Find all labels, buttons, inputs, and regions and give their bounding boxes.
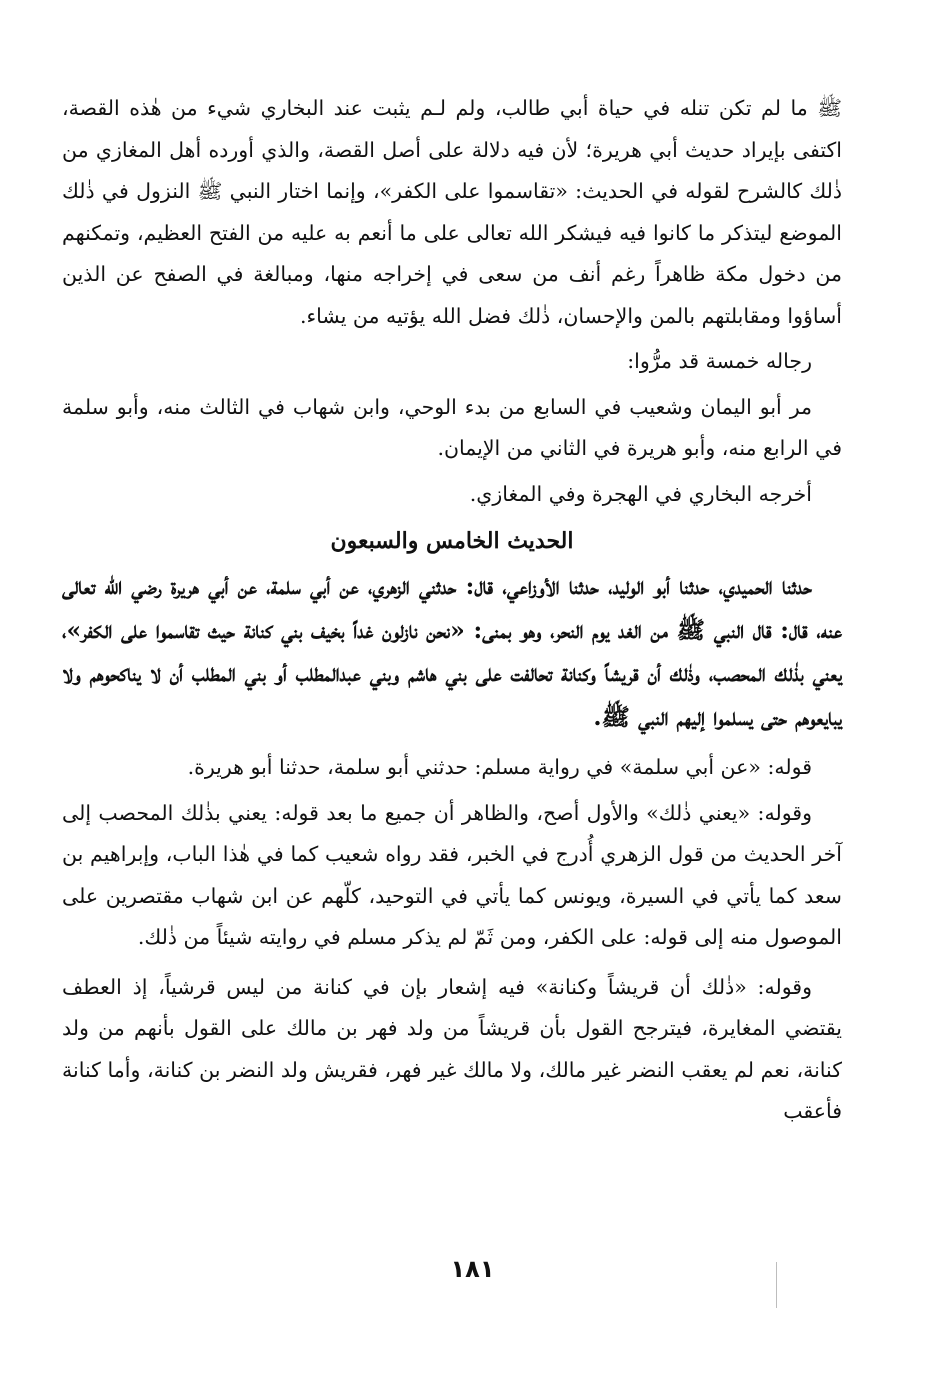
paragraph-takhrij: أخرجه البخاري في الهجرة وفي المغازي. (469, 481, 812, 506)
paragraph-commentary-3: وقوله: «ذٰلك أن قريشاً وكنانة» فيه إشعار بإن في كنانة من ليس قرشياً، إذ العطف يقتضي المغايرة، فيترجح القول بأن قريشاً من ولد فهر بن مالك على القول بأنهم من ولد كنانة، نعم لم يعقب النضر غير مالك، ولا مالك غير فهر، فقريش ولد النضر بن كنانة، وأما كنانة فأعقب (62, 974, 842, 1123)
hadith-title: الحديث الخامس والسبعون (330, 528, 574, 554)
page-body (62, 88, 842, 1133)
paragraph-commentary-1: قوله: «عن أبي سلمة» في رواية مسلم: حدثني أبو سلمة، حدثنا أبو هريرة. (187, 755, 812, 779)
paragraph-commentary-2: وقوله: «يعني ذٰلك» والأول أصح، والظاهر أن جميع ما بعد قوله: يعني بذٰلك المحصب إلى آخر الحديث من قول الزهري أُدرج في الخبر، فقد رواه شعيب كما في هٰذا الباب، وإبراهيم بن سعد كما يأتي في السيرة، ويونس كما يأتي في التوحيد، كلّهم عن ابن شهاب مقتصرين على الموصول منه إلى قوله: على الكفر، ومن ثَمّ لم يذكر مسلم في روايته شيئاً من ذٰلك. (62, 800, 842, 949)
page-number: ١٨١ (450, 1255, 495, 1283)
hadith-text: حدثنا الحميدي، حدثنا أبو الوليد، حدثنا الأوزاعي، قال: حدثني الزهري، عن أبي سلمة، عن أبي هريرة رضي الله تعالى عنه، قال: قال النبي ﷺ من الغد يوم النحر، وهو بمنى: «نحن نازلون غداً بخيف بني كنانة حيث تقاسموا على الكفر»، يعني بذٰلك المحصب، وذٰلك أن قريشاً وكنانة تحالفت على بني هاشم وبني عبدالمطلب أو بني المطلب أن لا يناكحوهم ولا يبايعوهم حتى يسلموا إليهم النبي ﷺ. (62, 572, 842, 731)
paragraph-commentary-intro: ﷺ ما لم تكن تنله في حياة أبي طالب، ولم لـم يثبت عند البخاري شيء من هٰذه القصة، اكتفى بإيراد حديث أبي هريرة؛ لأن فيه دلالة على أصل القصة، والذي أورده أهل المغازي من ذٰلك كالشرح لقوله في الحديث: «تقاسموا على الكفر»، وإنما اختار النبي ﷺ النزول في ذٰلك الموضع ليتذكر ما كانوا فيه فيشكر الله تعالى على ما أنعم به عليه من الفتح العظيم، وتمكنهم من دخول مكة ظاهراً رغم أنف من سعى في إخراجه منها، ومبالغة في الصفح عن الذين أساؤوا ومقابلتهم بالمن والإحسان، ذٰلك فضل الله يؤتيه من يشاء. (62, 96, 842, 328)
paragraph-narrators-heading: رجاله خمسة قد مرُّوا: (627, 349, 812, 373)
paragraph-narrators-list: مر أبو اليمان وشعيب في السابع من بدء الوحي، وابن شهاب في الثالث منه، وأبو سلمة في الرابع منه، وأبو هريرة في الثاني من الإيمان. (62, 394, 842, 460)
